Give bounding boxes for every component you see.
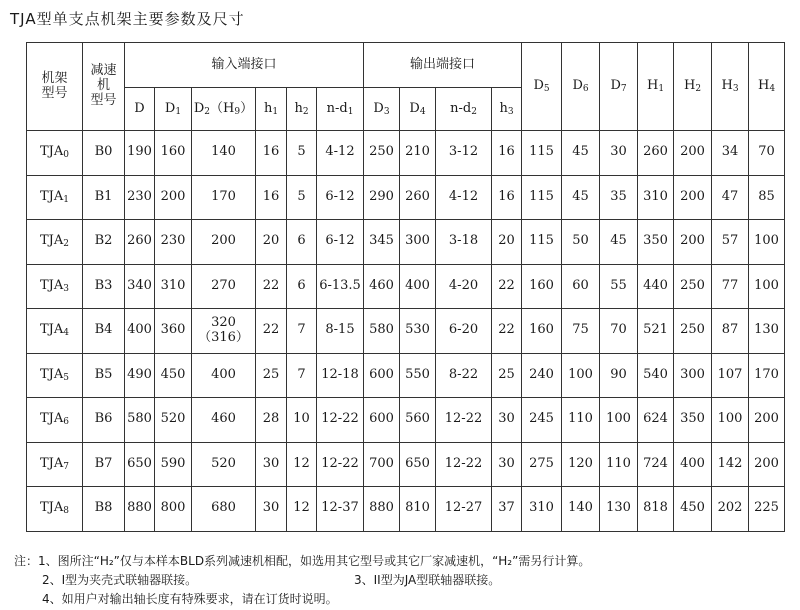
- cell-D1: 450: [155, 353, 192, 398]
- cell-D: 260: [125, 220, 155, 265]
- cell-D5: 245: [522, 398, 562, 443]
- cell-nd1: 12-22: [317, 398, 364, 443]
- table-body: [27, 131, 785, 532]
- cell-D7: 35: [600, 175, 638, 220]
- cell-H4: 70: [749, 131, 785, 176]
- cell-H4: 100: [749, 264, 785, 309]
- note-2: 2、I型为夹壳式联轴器联接。: [42, 573, 198, 587]
- cell-H4: 100: [749, 220, 785, 265]
- cell-h3: 30: [492, 442, 522, 487]
- col-reducer-line3: 型号: [90, 92, 117, 108]
- col-D7: $D_7$: [600, 43, 638, 131]
- cell-D2: 270: [192, 264, 256, 309]
- cell-D6: 140: [562, 487, 600, 532]
- cell-D4: 550: [400, 353, 436, 398]
- note-row-2: [14, 571, 590, 590]
- cell-h3: 20: [492, 220, 522, 265]
- cell-h1: 22: [256, 309, 287, 354]
- col-D1: $D_1$: [155, 88, 192, 131]
- cell-D: 880: [125, 487, 155, 532]
- col-nd2: $n-d_2$: [436, 88, 492, 131]
- cell-H2: 450: [674, 487, 712, 532]
- cell-h2: 12: [287, 487, 317, 532]
- cell-D6: 45: [562, 175, 600, 220]
- cell-H3: 87: [712, 309, 749, 354]
- cell-h2: 5: [287, 175, 317, 220]
- cell-D7: 30: [600, 131, 638, 176]
- cell-D3: 700: [364, 442, 400, 487]
- cell-frame: $TJA_8$: [27, 487, 83, 532]
- cell-frame: $TJA_2$: [27, 220, 83, 265]
- col-H3: $H_3$: [712, 43, 749, 131]
- col-reducer-line1: 减速: [90, 63, 117, 79]
- col-D6: $D_6$: [562, 43, 600, 131]
- cell-H3: 47: [712, 175, 749, 220]
- cell-reducer: B1: [83, 175, 125, 220]
- cell-nd2: 3-12: [436, 131, 492, 176]
- cell-D3: 880: [364, 487, 400, 532]
- cell-D: 490: [125, 353, 155, 398]
- cell-h1: 20: [256, 220, 287, 265]
- cell-D2: 320 （316）: [192, 309, 256, 354]
- cell-nd1: 12-37: [317, 487, 364, 532]
- cell-D6: 120: [562, 442, 600, 487]
- col-D5: $D_5$: [522, 43, 562, 131]
- cell-D4: 400: [400, 264, 436, 309]
- cell-D7: 110: [600, 442, 638, 487]
- cell-H2: 200: [674, 131, 712, 176]
- cell-D2: 200: [192, 220, 256, 265]
- cell-H3: 107: [712, 353, 749, 398]
- cell-D6: 100: [562, 353, 600, 398]
- cell-h1: 22: [256, 264, 287, 309]
- cell-reducer: B0: [83, 131, 125, 176]
- cell-h1: 30: [256, 442, 287, 487]
- table-row: [27, 353, 785, 398]
- cell-D3: 600: [364, 398, 400, 443]
- cell-D2: 460: [192, 398, 256, 443]
- cell-h1: 16: [256, 175, 287, 220]
- cell-D2: 400: [192, 353, 256, 398]
- cell-D4: 260: [400, 175, 436, 220]
- cell-h1: 16: [256, 131, 287, 176]
- cell-D5: 160: [522, 264, 562, 309]
- cell-frame: $TJA_5$: [27, 353, 83, 398]
- cell-H2: 400: [674, 442, 712, 487]
- cell-D5: 240: [522, 353, 562, 398]
- cell-D1: 590: [155, 442, 192, 487]
- cell-nd1: 12-18: [317, 353, 364, 398]
- group-input-header: 输入端接口: [125, 43, 364, 88]
- cell-nd1: 6-13.5: [317, 264, 364, 309]
- cell-reducer: B8: [83, 487, 125, 532]
- cell-H1: 521: [638, 309, 674, 354]
- cell-h3: 25: [492, 353, 522, 398]
- cell-nd2: 12-22: [436, 398, 492, 443]
- table-row: [27, 220, 785, 265]
- cell-h2: 10: [287, 398, 317, 443]
- cell-reducer: B6: [83, 398, 125, 443]
- cell-D6: 75: [562, 309, 600, 354]
- cell-frame: $TJA_3$: [27, 264, 83, 309]
- cell-D5: 115: [522, 220, 562, 265]
- cell-nd1: 6-12: [317, 220, 364, 265]
- spec-table: [26, 42, 785, 532]
- cell-H3: 57: [712, 220, 749, 265]
- table-row: [27, 264, 785, 309]
- cell-h3: 30: [492, 398, 522, 443]
- cell-D: 580: [125, 398, 155, 443]
- cell-nd2: 4-12: [436, 175, 492, 220]
- cell-D5: 275: [522, 442, 562, 487]
- cell-h2: 7: [287, 309, 317, 354]
- page-title: TJA型单支点机架主要参数及尺寸: [10, 10, 245, 28]
- cell-nd1: 12-22: [317, 442, 364, 487]
- cell-h2: 7: [287, 353, 317, 398]
- cell-H4: 85: [749, 175, 785, 220]
- cell-h3: 16: [492, 131, 522, 176]
- cell-reducer: B4: [83, 309, 125, 354]
- cell-frame: $TJA_4$: [27, 309, 83, 354]
- cell-D2: 680: [192, 487, 256, 532]
- cell-D5: 160: [522, 309, 562, 354]
- cell-D3: 345: [364, 220, 400, 265]
- cell-H1: 310: [638, 175, 674, 220]
- cell-h3: 22: [492, 309, 522, 354]
- table-row: [27, 487, 785, 532]
- cell-D4: 810: [400, 487, 436, 532]
- note-1: 注：1、图所注“H₂”仅与本样本BLD系列减速机相配，如选用其它型号或其它厂家减速机，“H₂”需另行计算。: [14, 554, 591, 568]
- table-row: [27, 442, 785, 487]
- col-D2: $D_2(H_9)$: [192, 88, 256, 131]
- col-frame-line1: 机架: [41, 70, 68, 86]
- cell-D4: 650: [400, 442, 436, 487]
- cell-D3: 290: [364, 175, 400, 220]
- cell-H3: 142: [712, 442, 749, 487]
- cell-nd1: 8-15: [317, 309, 364, 354]
- cell-D: 230: [125, 175, 155, 220]
- cell-H1: 818: [638, 487, 674, 532]
- cell-h2: 12: [287, 442, 317, 487]
- cell-D1: 200: [155, 175, 192, 220]
- cell-frame: $TJA_1$: [27, 175, 83, 220]
- header-row-1: [27, 43, 785, 88]
- col-D4: $D_4$: [400, 88, 436, 131]
- col-H1: $H_1$: [638, 43, 674, 131]
- col-D: D: [125, 88, 155, 131]
- cell-D6: 45: [562, 131, 600, 176]
- cell-H2: 200: [674, 175, 712, 220]
- cell-D1: 520: [155, 398, 192, 443]
- cell-H2: 250: [674, 309, 712, 354]
- col-H2: $H_2$: [674, 43, 712, 131]
- cell-H2: 300: [674, 353, 712, 398]
- table-row: [27, 131, 785, 176]
- cell-reducer: B2: [83, 220, 125, 265]
- cell-H3: 202: [712, 487, 749, 532]
- cell-H1: 540: [638, 353, 674, 398]
- cell-H2: 350: [674, 398, 712, 443]
- col-h1: $h_1$: [256, 88, 287, 131]
- cell-H1: 350: [638, 220, 674, 265]
- cell-reducer: B7: [83, 442, 125, 487]
- cell-H4: 225: [749, 487, 785, 532]
- cell-D7: 70: [600, 309, 638, 354]
- cell-D6: 110: [562, 398, 600, 443]
- cell-nd2: 6-20: [436, 309, 492, 354]
- cell-H4: 170: [749, 353, 785, 398]
- cell-D1: 360: [155, 309, 192, 354]
- cell-D2: 140: [192, 131, 256, 176]
- cell-nd2: 12-22: [436, 442, 492, 487]
- cell-h1: 28: [256, 398, 287, 443]
- col-frame-line2: 型号: [41, 85, 68, 101]
- cell-D: 190: [125, 131, 155, 176]
- cell-H1: 260: [638, 131, 674, 176]
- cell-nd1: 4-12: [317, 131, 364, 176]
- group-output-header: 输出端接口: [364, 43, 522, 88]
- cell-reducer: B3: [83, 264, 125, 309]
- note-4: 4、如用户对输出轴长度有特殊要求，请在订货时说明。: [42, 592, 338, 606]
- cell-D7: 55: [600, 264, 638, 309]
- cell-D1: 800: [155, 487, 192, 532]
- table-row: [27, 309, 785, 354]
- cell-reducer: B5: [83, 353, 125, 398]
- cell-H3: 34: [712, 131, 749, 176]
- cell-frame: $TJA_7$: [27, 442, 83, 487]
- cell-h1: 25: [256, 353, 287, 398]
- cell-h2: 6: [287, 264, 317, 309]
- col-h3: $h_3$: [492, 88, 522, 131]
- cell-H4: 200: [749, 398, 785, 443]
- cell-H1: 724: [638, 442, 674, 487]
- cell-D1: 310: [155, 264, 192, 309]
- notes: [14, 552, 590, 609]
- cell-h1: 30: [256, 487, 287, 532]
- cell-D3: 460: [364, 264, 400, 309]
- cell-H4: 200: [749, 442, 785, 487]
- note-3: 3、II型为JA型联轴器联接。: [354, 573, 501, 587]
- cell-D2: 170: [192, 175, 256, 220]
- cell-h2: 6: [287, 220, 317, 265]
- cell-h2: 5: [287, 131, 317, 176]
- cell-H2: 250: [674, 264, 712, 309]
- cell-D1: 160: [155, 131, 192, 176]
- col-reducer-line2: 机: [96, 78, 110, 94]
- cell-H2: 200: [674, 220, 712, 265]
- cell-H4: 130: [749, 309, 785, 354]
- cell-D3: 250: [364, 131, 400, 176]
- cell-D: 650: [125, 442, 155, 487]
- cell-H3: 100: [712, 398, 749, 443]
- col-frame-header: [27, 43, 83, 131]
- cell-D6: 50: [562, 220, 600, 265]
- cell-frame: $TJA_0$: [27, 131, 83, 176]
- cell-D: 400: [125, 309, 155, 354]
- cell-D1: 230: [155, 220, 192, 265]
- cell-nd2: 8-22: [436, 353, 492, 398]
- table-row: [27, 398, 785, 443]
- col-H4: $H_4$: [749, 43, 785, 131]
- cell-nd2: 4-20: [436, 264, 492, 309]
- col-nd1: $n-d_1$: [317, 88, 364, 131]
- cell-D4: 210: [400, 131, 436, 176]
- cell-H3: 77: [712, 264, 749, 309]
- cell-D7: 45: [600, 220, 638, 265]
- col-h2: $h_2$: [287, 88, 317, 131]
- cell-D4: 300: [400, 220, 436, 265]
- cell-frame: $TJA_6$: [27, 398, 83, 443]
- cell-nd2: 12-27: [436, 487, 492, 532]
- cell-h3: 16: [492, 175, 522, 220]
- cell-D7: 100: [600, 398, 638, 443]
- cell-D3: 600: [364, 353, 400, 398]
- cell-D4: 530: [400, 309, 436, 354]
- cell-D3: 580: [364, 309, 400, 354]
- cell-H1: 624: [638, 398, 674, 443]
- cell-D5: 115: [522, 175, 562, 220]
- table-row: [27, 175, 785, 220]
- cell-D5: 115: [522, 131, 562, 176]
- cell-D: 340: [125, 264, 155, 309]
- cell-H1: 440: [638, 264, 674, 309]
- col-D3: $D_3$: [364, 88, 400, 131]
- cell-h3: 22: [492, 264, 522, 309]
- cell-D4: 560: [400, 398, 436, 443]
- cell-D6: 60: [562, 264, 600, 309]
- cell-D5: 310: [522, 487, 562, 532]
- cell-h3: 37: [492, 487, 522, 532]
- cell-D7: 90: [600, 353, 638, 398]
- cell-D7: 130: [600, 487, 638, 532]
- col-reducer-header: [83, 43, 125, 131]
- cell-D2: 520: [192, 442, 256, 487]
- cell-nd1: 6-12: [317, 175, 364, 220]
- cell-nd2: 3-18: [436, 220, 492, 265]
